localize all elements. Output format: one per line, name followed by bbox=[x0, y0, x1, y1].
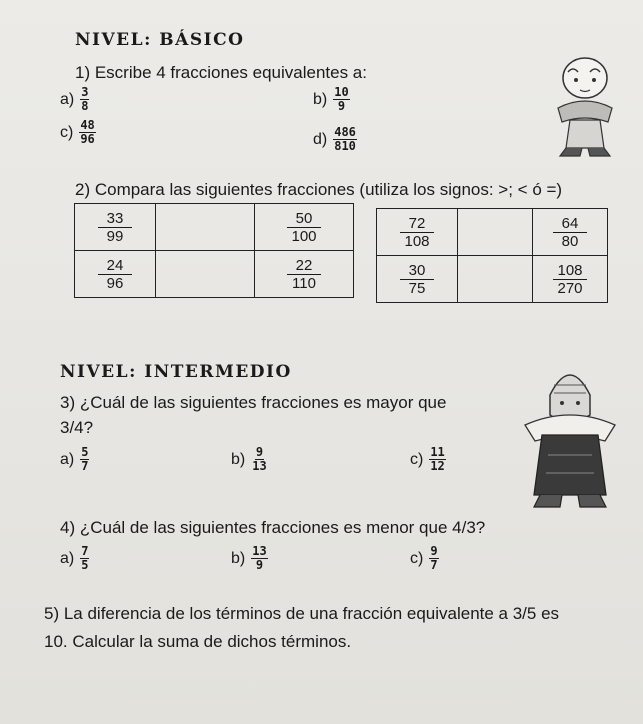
comparison-answer-cell[interactable] bbox=[458, 256, 533, 303]
q1-item-c-fraction bbox=[79, 119, 95, 146]
table-cell bbox=[75, 204, 156, 251]
numerator: 11 bbox=[430, 445, 445, 459]
table-row bbox=[377, 256, 608, 303]
q4-option-a-label: a) bbox=[60, 549, 75, 567]
numerator: 33 bbox=[98, 210, 132, 228]
question-5-text-line1: 5) La diferencia de los términos de una fracción equivalente a 3/5 es bbox=[44, 604, 560, 623]
q3-option-a-fraction bbox=[80, 446, 89, 473]
fraction bbox=[98, 210, 132, 245]
question-3-text-line1: 3) ¿Cuál de las siguientes fracciones es mayor que bbox=[60, 393, 447, 412]
fraction bbox=[553, 262, 587, 297]
q1-item-d-fraction bbox=[333, 126, 357, 153]
question-5-text-line2: 10. Calcular la suma de dichos términos. bbox=[44, 632, 352, 651]
denominator: 9 bbox=[255, 558, 264, 572]
q1-item-b-denominator: 9 bbox=[337, 99, 346, 113]
q1-item-c-denominator: 96 bbox=[80, 132, 95, 146]
q4-option-a bbox=[60, 545, 89, 572]
q1-item-b-numerator: 10 bbox=[334, 85, 349, 99]
q4-option-c-fraction bbox=[429, 545, 438, 572]
q3-option-b-fraction bbox=[251, 446, 267, 473]
q1-item-b-fraction bbox=[333, 86, 349, 113]
numerator: 30 bbox=[400, 262, 434, 280]
numerator: 13 bbox=[252, 544, 267, 558]
q1-item-c bbox=[60, 119, 96, 146]
basic-level-heading: NIVEL: BÁSICO bbox=[75, 30, 245, 50]
table-cell bbox=[533, 256, 608, 303]
denominator: 12 bbox=[430, 459, 445, 473]
comparison-answer-cell[interactable] bbox=[458, 209, 533, 256]
denominator: 7 bbox=[81, 459, 89, 473]
q1-item-d bbox=[313, 126, 357, 153]
intermediate-level-heading: NIVEL: INTERMEDIO bbox=[60, 362, 292, 382]
q3-option-b bbox=[231, 446, 268, 473]
numerator: 72 bbox=[400, 215, 434, 233]
q3-option-a bbox=[60, 446, 89, 473]
q3-option-c bbox=[410, 446, 446, 473]
denominator: 80 bbox=[561, 232, 579, 250]
fraction bbox=[400, 262, 434, 297]
question-1-text: 1) Escribe 4 fracciones equivalentes a: bbox=[75, 63, 367, 82]
q1-item-b bbox=[313, 86, 350, 113]
comparison-answer-cell[interactable] bbox=[156, 204, 255, 251]
q4-option-b-fraction bbox=[251, 545, 267, 572]
denominator: 110 bbox=[292, 274, 316, 292]
q1-item-a-label: a) bbox=[60, 90, 75, 108]
denominator: 75 bbox=[408, 279, 426, 297]
denominator: 96 bbox=[106, 274, 124, 292]
q3-option-c-label: c) bbox=[410, 450, 424, 468]
question-3-text-line2: 3/4? bbox=[60, 418, 94, 437]
numerator: 22 bbox=[287, 257, 321, 275]
question-2-text: 2) Compara las siguientes fracciones (utiliza los signos: >; < ó =) bbox=[75, 180, 563, 199]
table-row bbox=[377, 209, 608, 256]
denominator: 99 bbox=[106, 227, 124, 245]
comparison-table-right bbox=[376, 208, 608, 303]
q4-option-b-label: b) bbox=[231, 549, 246, 567]
denominator: 7 bbox=[430, 558, 438, 572]
q1-item-c-label: c) bbox=[60, 123, 74, 141]
q1-item-a-denominator: 8 bbox=[81, 99, 89, 113]
fraction bbox=[400, 215, 434, 250]
q3-option-c-fraction bbox=[429, 446, 445, 473]
q3-option-b-label: b) bbox=[231, 450, 246, 468]
fraction bbox=[553, 215, 587, 250]
q1-item-a bbox=[60, 86, 89, 113]
table-cell bbox=[255, 204, 354, 251]
denominator: 13 bbox=[252, 459, 267, 473]
cartoon-character-2-illustration bbox=[520, 355, 620, 515]
numerator: 9 bbox=[255, 445, 264, 459]
q1-item-a-numerator: 3 bbox=[81, 85, 89, 99]
question-4-text: 4) ¿Cuál de las siguientes fracciones es menor que 4/3? bbox=[60, 518, 486, 537]
denominator: 108 bbox=[404, 232, 430, 250]
table-cell bbox=[533, 209, 608, 256]
table-cell bbox=[377, 256, 458, 303]
q1-item-d-denominator: 810 bbox=[334, 139, 356, 153]
fraction bbox=[287, 210, 321, 245]
fraction bbox=[287, 257, 321, 292]
q4-option-a-fraction bbox=[80, 545, 89, 572]
numerator: 9 bbox=[430, 544, 438, 558]
q3-option-a-label: a) bbox=[60, 450, 75, 468]
q1-item-b-label: b) bbox=[313, 90, 328, 108]
numerator: 5 bbox=[81, 445, 89, 459]
numerator: 24 bbox=[98, 257, 132, 275]
q4-option-c bbox=[410, 545, 439, 572]
table-cell bbox=[377, 209, 458, 256]
numerator: 108 bbox=[553, 262, 587, 280]
denominator: 100 bbox=[291, 227, 317, 245]
q4-option-c-label: c) bbox=[410, 549, 424, 567]
numerator: 50 bbox=[287, 210, 321, 228]
q1-item-a-fraction bbox=[80, 86, 89, 113]
table-cell bbox=[255, 251, 354, 298]
q4-option-b bbox=[231, 545, 268, 572]
comparison-table-left bbox=[74, 203, 354, 298]
q1-item-c-numerator: 48 bbox=[80, 118, 95, 132]
cartoon-character-1-illustration bbox=[550, 50, 620, 160]
q1-item-d-numerator: 486 bbox=[334, 125, 356, 139]
q1-item-d-label: d) bbox=[313, 130, 328, 148]
denominator: 5 bbox=[81, 558, 89, 572]
comparison-answer-cell[interactable] bbox=[156, 251, 255, 298]
table-row bbox=[75, 251, 354, 298]
numerator: 7 bbox=[81, 544, 89, 558]
table-row bbox=[75, 204, 354, 251]
fraction bbox=[98, 257, 132, 292]
denominator: 270 bbox=[557, 279, 583, 297]
numerator: 64 bbox=[553, 215, 587, 233]
table-cell bbox=[75, 251, 156, 298]
